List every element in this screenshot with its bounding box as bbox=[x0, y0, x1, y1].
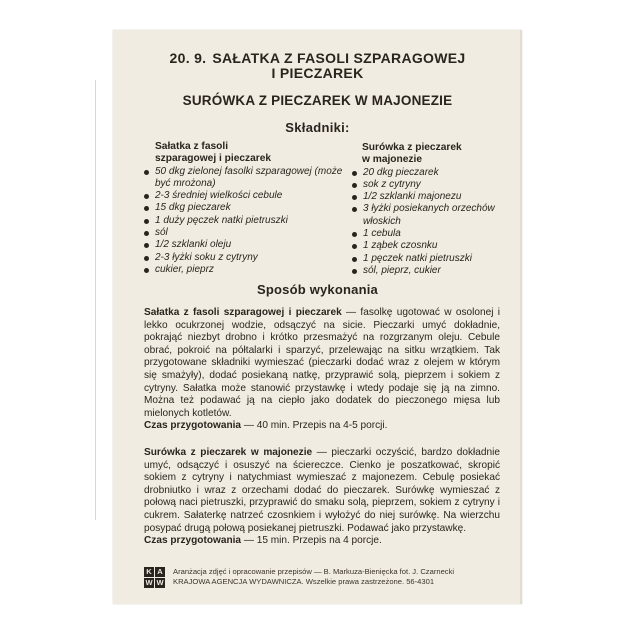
ingredient-text: 1/2 szklanki majonezu bbox=[363, 191, 462, 203]
ingredient-text: 1 ząbek czosnku bbox=[363, 240, 438, 252]
right-heading-line-1: Surówka z pieczarek bbox=[362, 142, 462, 153]
card-edge bbox=[520, 30, 522, 604]
ingredient-text: 50 dkg zielonej fasolki szparagowej (może być mrożona) bbox=[155, 165, 343, 189]
list-item bbox=[351, 191, 511, 203]
ingredient-text: 20 dkg pieczarek bbox=[363, 166, 439, 178]
left-ingredient-list bbox=[143, 166, 343, 277]
list-item bbox=[143, 239, 343, 251]
ingredient-text: 1/2 szklanki oleju bbox=[155, 239, 232, 251]
ingredients-heading: Składniki: bbox=[285, 120, 350, 135]
ingredient-text: 2-3 łyżki soku z cytryny bbox=[155, 251, 258, 263]
list-item bbox=[143, 252, 343, 264]
ingredient-text: 2-3 średniej wielkości cebule bbox=[155, 190, 283, 202]
recipe-card bbox=[113, 30, 522, 604]
ingredient-text: 3 łyżki posiekanych orzechów włoskich bbox=[363, 203, 495, 227]
recipe-subtitle: SURÓWKA Z PIECZAREK W MAJONEZIE bbox=[182, 93, 453, 108]
ingredient-text: 1 duży pęczek natki pietruszki bbox=[155, 214, 288, 226]
right-ingredient-list bbox=[351, 167, 511, 278]
method-mushroom-paragraph bbox=[144, 447, 500, 548]
left-heading-line-1: Sałatka z fasoli bbox=[155, 141, 229, 152]
list-item bbox=[351, 265, 511, 277]
bullet-icon bbox=[352, 183, 357, 188]
bullet-icon bbox=[144, 231, 149, 236]
method-mushroom-lead: Surówka z pieczarek w majonezie bbox=[144, 447, 313, 458]
method-mushroom-text: — pieczarki oczyścić, bardzo dokładnie umyć, odsączyć i osuszyć na ściereczce. Cienko je poszatkować, skropić sokiem z cytryny i natychmiast wymieszać z majonezem. Cebulę posiekać drobniutko i wraz z orzechami dodać do pieczarek. Surówkę wymieszać z połową naci pietruszki, przyprawić do smaku solą, pieprzem, sokiem z cytryny i cukrem. Sałaterkę natrzeć czosnkiem i wyłożyć do niej surówkę. Na wierzchu posypać drugą połową posiekanej pietruszki. Podawać jako przystawkę. bbox=[144, 447, 500, 534]
method-salad-text: — fasolkę ugotować w osolonej i lekko ocukrzonej wodzie, odsączyć na sicie. Pieczarki umyć dokładnie, pokrająć niezbyt drobno i krótko przesmażyć na rozgrzanym oleju. Cebule obrać, pokroić na półtalarki i sparzyć, przelewając na sitku wrzątkiem. Tak przygotowane składniki wymieszać (pieczarki dodać wraz z olejem w którym się smażyły), dodać posiekaną natkę, przyprawić solą, pieprzem i sokiem z cytryny. Sałatka może stanowić przystawkę i wtedy podaje się ją na zimno. Można też podawać ją na ciepło jako dodatek do pieczonego mięsa lub mielonych kotletów. bbox=[144, 307, 500, 419]
logo-letter: W bbox=[156, 578, 164, 587]
prep-time-label: Czas przygotowania bbox=[144, 420, 242, 432]
prep-time-mushroom bbox=[144, 535, 500, 548]
bullet-icon bbox=[144, 219, 149, 224]
list-item bbox=[143, 166, 343, 191]
left-column-heading bbox=[143, 141, 343, 166]
list-item bbox=[143, 202, 343, 214]
bullet-icon bbox=[352, 171, 357, 176]
ingredient-text: sól bbox=[155, 227, 168, 239]
list-item bbox=[351, 228, 511, 240]
right-column-heading bbox=[351, 142, 511, 167]
ingredient-text: sól, pieprz, cukier bbox=[363, 264, 441, 276]
prep-time-value: — 40 min. Przepis na 4-5 porcji. bbox=[241, 420, 388, 432]
prep-time-salad bbox=[144, 420, 500, 433]
list-item bbox=[351, 253, 511, 265]
credit-line-1: Aranżacja zdjęć i opracowanie przepisów — B. Markuza-Bienięcka fot. J. Czarnecki bbox=[173, 567, 455, 576]
list-item bbox=[143, 190, 343, 202]
list-item bbox=[143, 227, 343, 239]
ingredient-text: cukier, pieprz bbox=[155, 263, 214, 275]
ingredient-text: 15 dkg pieczarek bbox=[155, 202, 231, 214]
list-item bbox=[351, 203, 511, 228]
list-item bbox=[143, 215, 343, 227]
bullet-icon bbox=[352, 257, 357, 262]
ingredient-text: sok z cytryny bbox=[363, 178, 421, 190]
bullet-icon bbox=[144, 170, 149, 175]
title-line-1: SAŁATKA Z FASOLI SZPARAGOWEJ bbox=[212, 50, 466, 66]
list-item bbox=[143, 264, 343, 276]
list-item bbox=[351, 179, 511, 191]
credits bbox=[173, 567, 454, 587]
bullet-icon bbox=[144, 194, 149, 199]
prep-time-value: — 15 min. Przepis na 4 porcje. bbox=[241, 535, 382, 547]
recipe-number: 20. 9. bbox=[169, 50, 207, 66]
publisher-logo bbox=[144, 567, 166, 589]
method-heading: Sposób wykonania bbox=[257, 282, 378, 297]
bullet-icon bbox=[144, 206, 149, 211]
prep-time-label: Czas przygotowania bbox=[144, 535, 242, 547]
ingredient-text: 1 cebula bbox=[363, 228, 401, 240]
footer bbox=[144, 567, 514, 589]
method-salad-paragraph bbox=[144, 307, 500, 433]
ingredient-text: 1 pęczek natki pietruszki bbox=[363, 252, 472, 264]
bullet-icon bbox=[352, 207, 357, 212]
bullet-icon bbox=[352, 269, 357, 274]
bullet-icon bbox=[352, 232, 357, 237]
recipe-title bbox=[113, 51, 522, 81]
bullet-icon bbox=[352, 244, 357, 249]
title-line-2: I PIECZAREK bbox=[271, 65, 364, 81]
left-heading-line-2: szparagowej i pieczarek bbox=[155, 153, 272, 165]
bullet-icon bbox=[144, 268, 149, 273]
bullet-icon bbox=[144, 256, 149, 261]
logo-letter: A bbox=[155, 567, 165, 577]
right-heading-line-2: w majonezie bbox=[362, 154, 423, 166]
bullet-icon bbox=[144, 243, 149, 248]
list-item bbox=[351, 240, 511, 252]
method-salad-lead: Sałatka z fasoli szparagowej i pieczarek bbox=[144, 307, 342, 318]
scan-edge-line bbox=[95, 80, 96, 520]
ingredients-right-column bbox=[351, 142, 511, 277]
logo-letter: K bbox=[144, 567, 154, 577]
list-item bbox=[351, 167, 511, 179]
ingredients-left-column bbox=[143, 141, 343, 276]
bullet-icon bbox=[352, 195, 357, 200]
logo-letter: W bbox=[145, 578, 153, 587]
credit-line-2: KRAJOWA AGENCJA WYDAWNICZA. Wszelkie prawa zastrzeżone. 56-4301 bbox=[173, 577, 435, 586]
